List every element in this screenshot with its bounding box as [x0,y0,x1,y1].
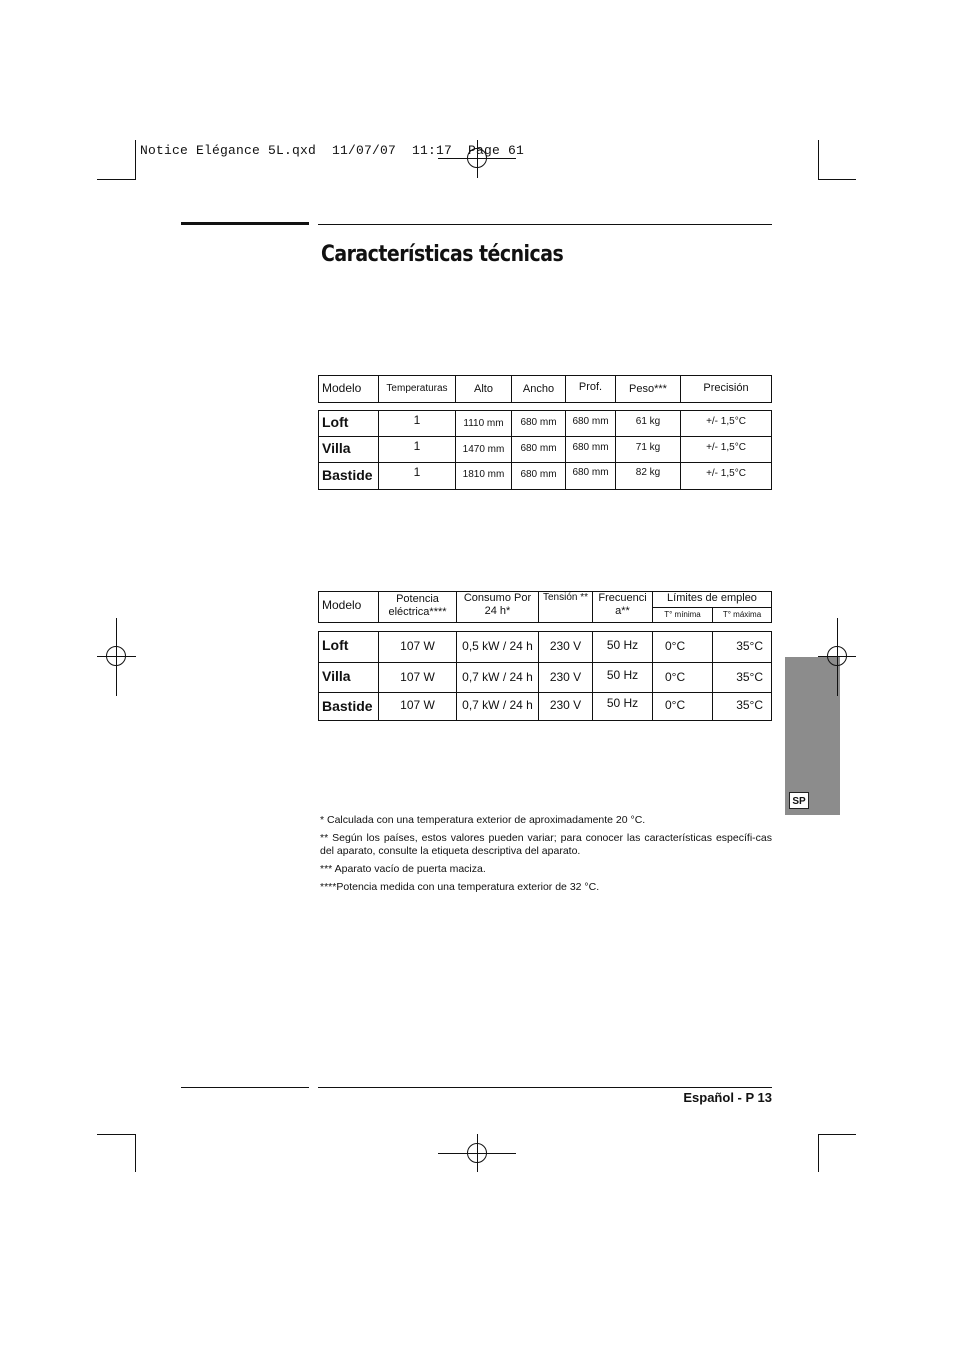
crop-mark [818,140,819,180]
model-name: Loft [319,411,379,437]
table-cell: 1110 mm [456,411,512,437]
registration-circle-icon [106,646,126,666]
table-cell: 50 Hz [593,663,653,693]
table-cell: 680 mm [512,463,566,490]
header-cell: Precisión [681,376,772,403]
table-cell: +/- 1,5°C [681,437,772,463]
model-name: Villa [319,663,379,693]
title-rule-thick [181,222,309,225]
model-name: Loft [319,632,379,663]
model-name: Bastide [319,463,379,490]
table-cell: +/- 1,5°C [681,463,772,490]
crop-mark [97,1134,136,1135]
table-row [319,693,772,721]
registration-circle-icon [467,1143,487,1163]
table-cell: 1470 mm [456,437,512,463]
footnote: ** Según los países, estos valores pueden variar; para conocer las características específi-cas del aparato, consulte la etiqueta descriptiva del aparato. [320,832,772,857]
table-cell: 230 V [539,632,593,663]
header-cell: Frecuenci a** [593,592,653,623]
table-cell: +/- 1,5°C [681,411,772,437]
electrical-table [318,631,772,721]
table-cell: 0,7 kW / 24 h [457,663,539,693]
crop-mark [97,179,136,180]
table-cell: 0°C [653,693,713,721]
header-cell: Prof. [566,376,616,403]
table-cell: 35°C [713,693,772,721]
footer-rule [318,1087,772,1088]
header-cell: Potencia eléctrica**** [379,592,457,623]
table-cell: 1 [379,463,456,490]
crop-mark [818,1134,819,1172]
file-slug: Notice Elégance 5L.qxd 11/07/07 11:17 Page 61 [140,143,525,158]
header-cell: Modelo [319,376,379,403]
header-cell: Modelo [319,592,379,623]
table-cell: 680 mm [566,463,616,490]
table-row [319,663,772,693]
table-cell: 35°C [713,632,772,663]
header-cell: Tensión ** [539,592,593,623]
table-cell: 0,7 kW / 24 h [457,693,539,721]
title-rule [318,224,772,225]
table-cell: 0°C [653,632,713,663]
table-row [319,411,772,437]
registration-circle-icon [827,646,847,666]
electrical-table-header [318,591,772,623]
table-cell: 680 mm [512,411,566,437]
table-cell: 230 V [539,663,593,693]
footnote: * Calculada con una temperatura exterior de aproximadamente 20 °C. [320,814,646,826]
language-tab-label: SP [789,792,809,809]
table-row [319,463,772,490]
table-cell: 61 kg [616,411,681,437]
table-cell: 107 W [379,663,457,693]
page-title: Características técnicas [321,242,564,267]
table-cell: 35°C [713,663,772,693]
model-name: Bastide [319,693,379,721]
table-cell: 230 V [539,693,593,721]
footnote: ****Potencia medida con una temperatura exterior de 32 °C. [320,881,600,893]
header-cell: T° máxima [713,608,772,623]
header-cell: Peso*** [616,376,681,403]
crop-mark [818,1134,856,1135]
dimensions-table-header [318,375,772,403]
header-cell: Alto [456,376,512,403]
crop-mark [135,1134,136,1172]
table-cell: 1810 mm [456,463,512,490]
header-cell: Límites de empleo [653,592,772,608]
table-cell: 680 mm [566,411,616,437]
footer-rule-left [181,1087,309,1088]
footnote: *** Aparato vacío de puerta maciza. [320,863,486,875]
header-cell: T° mínima [653,608,713,623]
table-cell: 0°C [653,663,713,693]
footnotes [320,814,772,899]
table-cell: 50 Hz [593,632,653,663]
table-cell: 1 [379,411,456,437]
header-cell: Ancho [512,376,566,403]
table-cell: 680 mm [512,437,566,463]
table-cell: 107 W [379,632,457,663]
table-cell: 71 kg [616,437,681,463]
table-cell: 107 W [379,693,457,721]
page-number: Español - P 13 [683,1090,772,1105]
table-cell: 680 mm [566,437,616,463]
table-row [319,632,772,663]
model-name: Villa [319,437,379,463]
table-cell: 0,5 kW / 24 h [457,632,539,663]
table-cell: 50 Hz [593,693,653,721]
table-cell: 82 kg [616,463,681,490]
crop-mark [135,140,136,180]
header-cell: Consumo Por 24 h* [457,592,539,623]
table-row [319,437,772,463]
header-cell: Temperaturas [379,376,456,403]
crop-mark [818,179,856,180]
dimensions-table [318,410,772,490]
table-cell: 1 [379,437,456,463]
